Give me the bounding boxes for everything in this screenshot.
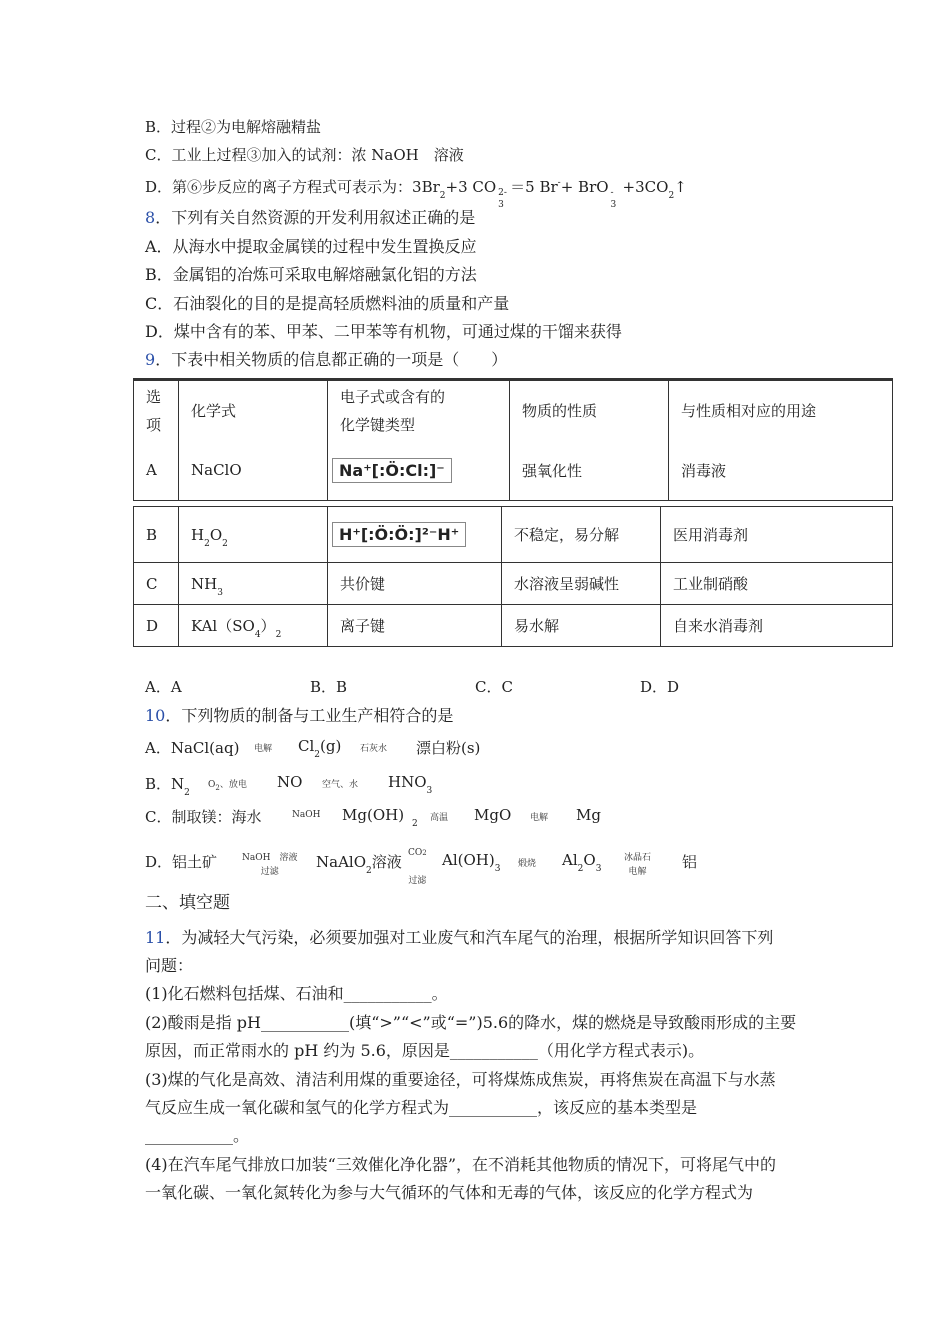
q10c-m1: Mg(OH) $_2$ <box>342 806 418 829</box>
q8-stem: 8．下列有关自然资源的开发利用叙述正确的是 <box>145 208 476 227</box>
q11-part4-line2: 一氧化碳、一氧化氮转化为参与大气循环的气体和无毒的气体，该反应的化学方程式为 <box>145 1183 754 1202</box>
q10d-cond1: NaOH 溶液 过滤 <box>242 853 298 877</box>
row-a-lewis <box>328 441 510 501</box>
q9-answer-d: D．D <box>640 678 680 696</box>
q10d-cond3: 煅烧 <box>518 859 537 869</box>
row-b-formula: $H_2O_2$ <box>179 507 328 563</box>
header-property: 物质的性质 <box>510 381 669 441</box>
q11-part4-line1: (4)在汽车尾气排放口加装“三效催化净化器”，在不消耗其他物质的情况下，可将尾气中的 <box>145 1155 777 1174</box>
q11-part3-line3: ___________。 <box>145 1126 250 1145</box>
row-b-property: 不稳定，易分解 <box>502 507 661 563</box>
q7-option-d: D．第⑥步反应的离子方程式可表示为：$3Br_2+3$ CO 2- 3 ＝5 Br-+ BrO - 3 $+3CO_2↑$ <box>145 178 687 210</box>
row-d-formula: $KAl(SO_4)_2$ <box>179 605 328 647</box>
q11-stem-cont: 问题： <box>145 956 194 975</box>
q10b-mid: NO <box>277 773 303 791</box>
q8-option-b: B．金属铝的冶炼可采取电解熔融氯化铝的方法 <box>145 265 477 284</box>
q10c-cond3: 电解 <box>530 813 549 823</box>
row-b-option: B <box>134 507 179 563</box>
lewis-structure-image: Na⁺[:Ö:Cl:]⁻ <box>332 458 452 483</box>
q10d-m3: $Al_2O_3$ <box>562 851 602 874</box>
q11-part1: (1)化石燃料包括煤、石油和___________。 <box>145 984 448 1003</box>
header-use: 与性质相对应的用途 <box>669 381 893 441</box>
q9-table-top <box>133 380 893 501</box>
q11-part3-line2: 气反应生成一氧化碳和氢气的化学方程式为___________，该反应的基本类型是 <box>145 1098 698 1117</box>
q10c-cond1: NaOH <box>292 810 321 820</box>
q10c-cond2: 高温 <box>430 813 449 823</box>
q7-option-c: C．工业上过程③加入的试剂：浓 NaOH 溶液 <box>145 146 464 164</box>
q8-option-c: C．石油裂化的目的是提高轻质燃料油的质量和产量 <box>145 294 510 313</box>
row-c-property: 水溶液呈弱碱性 <box>502 563 661 605</box>
row-c-use: 工业制硝酸 <box>661 563 893 605</box>
row-b-lewis <box>328 507 502 563</box>
q10b-end: $HNO_3$ <box>388 773 433 796</box>
q8-option-d: D．煤中含有的苯、甲苯、二甲苯等有机物，可通过煤的干馏来获得 <box>145 322 622 341</box>
q7-option-b: B．过程②为电解熔融精盐 <box>145 118 322 136</box>
q10d-cond2: CO2 过滤 <box>408 848 427 886</box>
q9-table-bottom <box>133 506 893 647</box>
lewis-structure-image: H⁺[:Ö:Ö:]²⁻H⁺ <box>332 522 466 547</box>
row-c-formula: $NH_3$ <box>179 563 328 605</box>
q9-stem: 9．下表中相关物质的信息都正确的一项是（ ） <box>145 350 508 369</box>
q10a-cond1: 电解 <box>254 744 273 754</box>
q11-stem: 11．为减轻大气污染，必须要加强对工业废气和汽车尾气的治理，根据所学知识回答下列 <box>145 928 774 947</box>
q10d-m2: $Al(OH)_3$ <box>442 851 501 874</box>
q10d-start: D．铝土矿 <box>145 853 218 871</box>
q10c-start: C．制取镁：海水 <box>145 808 262 826</box>
q10c-end: Mg <box>576 806 601 824</box>
header-lewis: 电子式或含有的 化学键类型 <box>328 381 510 441</box>
q9-answer-c: C．C <box>475 678 513 696</box>
q10c-m2: MgO <box>474 806 512 824</box>
q10d-m1: NaAlO$_2$溶液 <box>316 853 402 876</box>
row-a-option: A <box>134 441 179 501</box>
q10b-cond1: $O_2$、放电 <box>208 780 247 792</box>
row-d-property: 易水解 <box>502 605 661 647</box>
section-heading: 二、填空题 <box>145 893 230 913</box>
q9-answer-a: A．A <box>145 678 182 696</box>
row-d-bond: 离子键 <box>328 605 502 647</box>
row-a-use: 消毒液 <box>669 441 893 501</box>
q10a-start: A．NaCl(aq) <box>145 739 240 757</box>
q10b-cond2: 空气、水 <box>322 780 359 790</box>
row-d-option: D <box>134 605 179 647</box>
q9-answer-b: B．B <box>310 678 348 696</box>
q11-part3-line1: (3)煤的气化是高效、清洁利用煤的重要途径，可将煤炼成焦炭，再将焦炭在高温下与水蒸 <box>145 1070 776 1089</box>
header-formula: 化学式 <box>179 381 328 441</box>
row-a-property: 强氧化性 <box>510 441 669 501</box>
row-c-option: C <box>134 563 179 605</box>
row-b-use: 医用消毒剂 <box>661 507 893 563</box>
q11-part2-line1: (2)酸雨是指 pH___________(填“>”“<”或“=”)5.6的降水，煤的燃烧是导致酸雨形成的主要 <box>145 1013 797 1032</box>
row-c-bond: 共价键 <box>328 563 502 605</box>
header-option: 选 项 <box>134 381 179 441</box>
q10-stem: 10．下列物质的制备与工业生产相符合的是 <box>145 706 454 725</box>
q11-part2-line2: 原因，而正常雨水的 pH 约为 5.6，原因是___________（用化学方程式表示)。 <box>145 1041 705 1060</box>
q10a-mid: $Cl_2(g)$ <box>298 737 342 760</box>
q10d-end: 铝 <box>682 853 698 871</box>
row-a-formula: NaClO <box>179 441 328 501</box>
q10a-cond2: 石灰水 <box>360 744 388 754</box>
q10d-cond4: 冰晶石 电解 <box>624 853 652 877</box>
row-d-use: 自来水消毒剂 <box>661 605 893 647</box>
q8-option-a: A．从海水中提取金属镁的过程中发生置换反应 <box>145 237 477 256</box>
q10b-start: B．$N_2$ <box>145 775 190 798</box>
q10a-end: 漂白粉(s) <box>416 739 481 757</box>
